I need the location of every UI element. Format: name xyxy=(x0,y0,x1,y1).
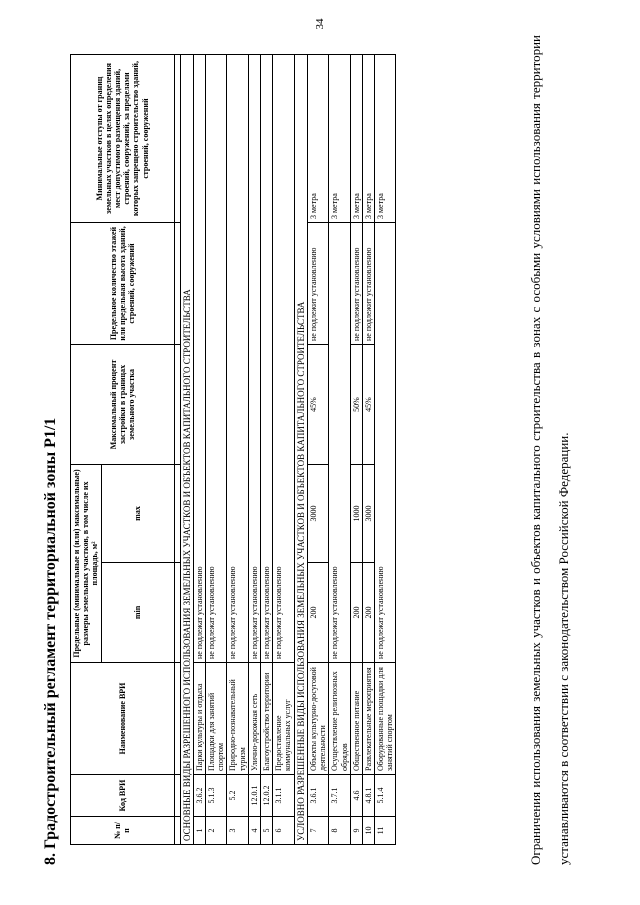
cell-setback: 3 метра xyxy=(329,55,350,223)
table-row xyxy=(206,55,227,845)
cell-name: Общественное питание xyxy=(350,663,362,775)
header-row xyxy=(71,55,102,845)
table-row xyxy=(227,55,248,845)
cell-code: 5.1.3 xyxy=(206,775,227,817)
cell-percent: 50% xyxy=(350,345,362,465)
header-name: Наименование ВРИ xyxy=(71,663,175,775)
cell-name: Площадки для занятий спортом xyxy=(206,663,227,775)
page-number: 34 xyxy=(314,18,326,30)
page-title: 8. Градостроительный регламент территориальной зоны Р1/1 xyxy=(42,417,59,865)
table-row xyxy=(329,55,350,845)
header-min: min xyxy=(101,563,174,663)
cell-code: 4.6 xyxy=(350,775,362,817)
cell-name: Объекты культурно-досуговой деятельности xyxy=(307,663,328,775)
cell-num: 3 xyxy=(227,817,248,845)
cell-merged: не подлежат установлению xyxy=(206,55,227,663)
cell-max: 3000 xyxy=(362,465,374,563)
cell-setback: 3 метра xyxy=(362,55,374,223)
section-conditional-title: УСЛОВНО РАЗРЕШЕННЫЕ ВИДЫ ИСПОЛЬЗОВАНИЯ ЗЕМЕЛЬНЫХ УЧАСТКОВ И ОБЪЕКТОВ КАПИТАЛЬНОГО СТРОИТЕЛЬСТВА xyxy=(294,55,307,845)
regulation-table xyxy=(70,54,396,845)
cell-merged: не подлежат установлению xyxy=(273,55,294,663)
cell-num: 1 xyxy=(193,817,205,845)
table-row xyxy=(375,55,396,845)
cell-merged: не подлежат установлению xyxy=(329,223,350,663)
cell-merged: не подлежат установлению xyxy=(261,55,273,663)
restrictions-note: Ограничения использования земельных участков и объектов капитального строительства в зонах с особыми условиями использования территории устанавливаются в соответствии с законодательством Российской Федерации. xyxy=(528,35,571,865)
cell-code: 12.0.2 xyxy=(261,775,273,817)
cell-floors: не подлежит установлению xyxy=(307,223,328,345)
cell-floors: не подлежит установлению xyxy=(350,223,362,345)
cell-setback: 3 метра xyxy=(307,55,328,223)
cell-merged: не подлежат установлению xyxy=(227,55,248,663)
header-floors: Предельное количество этажей или предельная высота зданий, строений, сооружений xyxy=(71,223,175,345)
cell-num: 4 xyxy=(248,817,260,845)
cell-code: 3.1.1 xyxy=(273,775,294,817)
header-percent: Максимальный процент застройки в границах земельного участка xyxy=(71,345,175,465)
cell-num: 11 xyxy=(375,817,396,845)
cell-name: Предоставление коммунальных услуг xyxy=(273,663,294,775)
cell-num: 2 xyxy=(206,817,227,845)
table-row xyxy=(261,55,273,845)
table-row xyxy=(362,55,374,845)
section-row xyxy=(180,55,193,845)
cell-num: 7 xyxy=(307,817,328,845)
cell-num: 6 xyxy=(273,817,294,845)
table-row xyxy=(307,55,328,845)
cell-name: Улично-дорожная сеть xyxy=(248,663,260,775)
cell-min: 200 xyxy=(307,563,328,663)
cell-num: 9 xyxy=(350,817,362,845)
header-max: max xyxy=(101,465,174,563)
cell-name: Благоустройство территории xyxy=(261,663,273,775)
cell-min: 200 xyxy=(362,563,374,663)
header-code: Код ВРИ xyxy=(71,775,175,817)
cell-code: 5.2 xyxy=(227,775,248,817)
section-row xyxy=(294,55,307,845)
header-num: № п/п xyxy=(71,817,175,845)
cell-setback: 3 метра xyxy=(350,55,362,223)
cell-code: 5.1.4 xyxy=(375,775,396,817)
cell-name: Оборудованные площадки для занятий спортом xyxy=(375,663,396,775)
cell-max: 3000 xyxy=(307,465,328,563)
cell-percent: 45% xyxy=(307,345,328,465)
cell-merged: не подлежат установлению xyxy=(193,55,205,663)
cell-min: 200 xyxy=(350,563,362,663)
cell-name: Парки культуры и отдыха xyxy=(193,663,205,775)
cell-code: 4.8.1 xyxy=(362,775,374,817)
cell-name: Природно-познавательный туризм xyxy=(227,663,248,775)
cell-num: 10 xyxy=(362,817,374,845)
cell-num: 8 xyxy=(329,817,350,845)
cell-setback: 3 метра xyxy=(375,55,396,223)
header-sizes: Предельные (минимальные и (или) максимальные) размеры земельных участков, в том числе их площадь, м² xyxy=(71,465,102,663)
table-row xyxy=(193,55,205,845)
cell-max: 1000 xyxy=(350,465,362,563)
cell-code: 3.7.1 xyxy=(329,775,350,817)
table-row xyxy=(273,55,294,845)
cell-floors: не подлежит установлению xyxy=(362,223,374,345)
table-row xyxy=(350,55,362,845)
cell-percent: 45% xyxy=(362,345,374,465)
cell-name: Осуществление религиозных обрядов xyxy=(329,663,350,775)
cell-merged: не подлежат установлению xyxy=(375,223,396,663)
cell-name: Развлекательные мероприятия xyxy=(362,663,374,775)
section-main-title: ОСНОВНЫЕ ВИДЫ РАЗРЕШЕННОГО ИСПОЛЬЗОВАНИЯ ЗЕМЕЛЬНЫХ УЧАСТКОВ И ОБЪЕКТОВ КАПИТАЛЬНОГО СТРОИТЕЛЬСТВА xyxy=(180,55,193,845)
cell-code: 12.0.1 xyxy=(248,775,260,817)
cell-merged: не подлежат установлению xyxy=(248,55,260,663)
header-setback: Минимальные отступы от границ земельных участков в целях определения мест допустимого размещения зданий, строений, сооружений, за пределами которых запрещено строительство зданий, строений, сооружений xyxy=(71,55,175,223)
cell-num: 5 xyxy=(261,817,273,845)
table-row xyxy=(248,55,260,845)
cell-code: 3.6.1 xyxy=(307,775,328,817)
cell-code: 3.6.2 xyxy=(193,775,205,817)
rotated-page-content xyxy=(40,25,600,875)
